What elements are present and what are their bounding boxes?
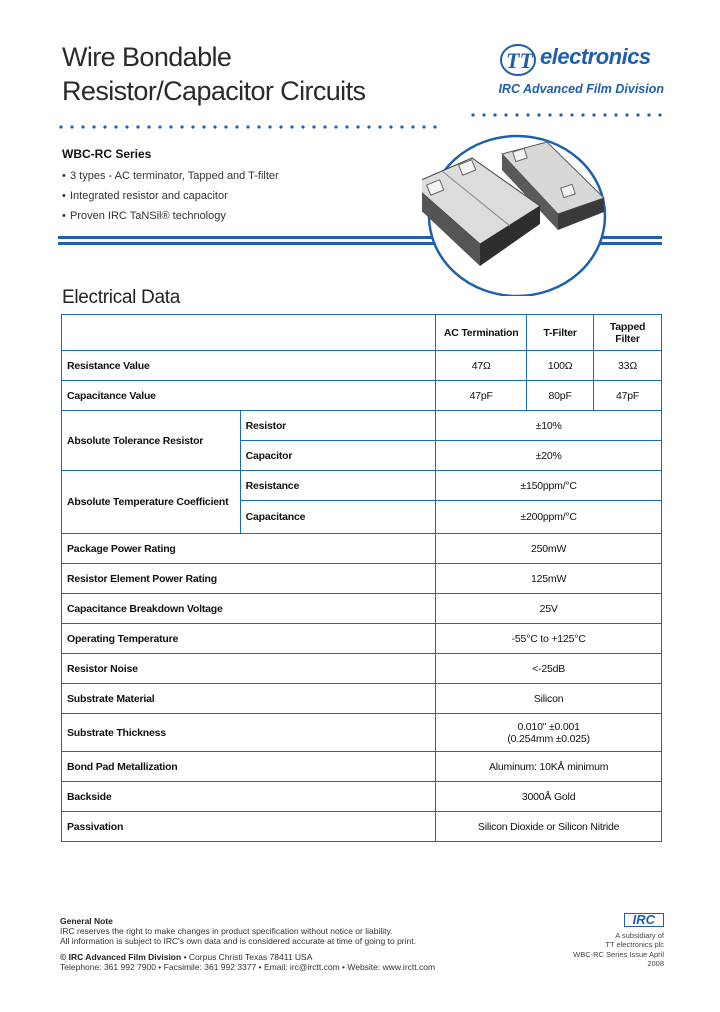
note-title: General Note (60, 916, 113, 926)
note-line: All information is subject to IRC's own data and is considered accurate at time of going to print. (60, 936, 416, 946)
table-row (62, 812, 662, 842)
table-row (62, 654, 662, 684)
cell-value: 250mW (436, 534, 662, 564)
table-row (62, 381, 662, 411)
tt-logo-icon (498, 40, 538, 80)
sub-label: Capacitance (240, 501, 436, 534)
cell-value: Aluminum: 10KÅ minimum (436, 752, 662, 782)
title-line-1: Wire Bondable (62, 42, 232, 72)
table-row (62, 594, 662, 624)
page-title (62, 40, 365, 108)
thickness-inches: 0.010" ±0.001 (517, 720, 580, 733)
sub-label: Resistor (240, 411, 436, 441)
division-name: IRC Advanced Film Division (498, 82, 664, 96)
row-label: Resistor Noise (62, 654, 436, 684)
sub-label: Resistance (240, 471, 436, 501)
dotted-divider (58, 123, 448, 131)
footer-right (560, 913, 664, 969)
thickness-mm: (0.254mm ±0.025) (507, 732, 590, 745)
row-label: Resistance Value (62, 351, 436, 381)
series-name: WBC-RC Series (62, 147, 152, 161)
row-label: Bond Pad Metallization (62, 752, 436, 782)
general-note (60, 916, 435, 972)
cell-value: 25V (436, 594, 662, 624)
cell-value: 80pF (527, 381, 594, 411)
column-header: Tapped Filter (594, 315, 662, 351)
note-line: IRC reserves the right to make changes in product specification without notice or liability. (60, 926, 393, 936)
table-row (62, 782, 662, 812)
table-header-row (62, 315, 662, 351)
dotted-divider-right (470, 111, 665, 119)
cell-value: 3000Å Gold (436, 782, 662, 812)
table-row (62, 714, 662, 752)
subsidiary-text: A subsidiary of (615, 930, 664, 940)
company-name: © IRC Advanced Film Division (60, 952, 182, 962)
title-line-2: Resistor/Capacitor Circuits (62, 76, 366, 106)
cell-value (436, 714, 662, 752)
table-row (62, 351, 662, 381)
cell-value: ±150ppm/°C (436, 471, 662, 501)
cell-value: ±20% (436, 441, 662, 471)
feature-item: • Proven IRC TaNSil® technology (62, 206, 279, 226)
table-row (62, 684, 662, 714)
row-label: Capacitance Breakdown Voltage (62, 594, 436, 624)
cell-value: 100Ω (527, 351, 594, 381)
table-row (62, 564, 662, 594)
cell-value: Silicon (436, 684, 662, 714)
issue-info: WBC-RC Series Issue April 2008 (573, 949, 664, 968)
column-header: T-Filter (527, 315, 594, 351)
cell-value: 47pF (594, 381, 662, 411)
chip-product-image (422, 126, 608, 296)
row-label: Operating Temperature (62, 624, 436, 654)
feature-list (62, 166, 279, 226)
feature-item: • 3 types - AC terminator, Tapped and T-filter (62, 166, 279, 186)
section-title: Electrical Data (62, 287, 180, 308)
column-header: AC Termination (436, 315, 527, 351)
sub-label: Capacitor (240, 441, 436, 471)
svg-text:TT: TT (506, 48, 533, 73)
table-row (62, 752, 662, 782)
cell-value: ±200ppm/°C (436, 501, 662, 534)
empty-header-cell (62, 315, 436, 351)
brand-name: electronics (540, 44, 651, 69)
row-label: Backside (62, 782, 436, 812)
row-label: Absolute Tolerance Resistor (62, 411, 241, 471)
contact-info: Telephone: 361 992 7900 • Facsimile: 361 992 3377 • Email: irc@irctt.com • Website: www.irctt.com (60, 962, 436, 972)
row-label: Absolute Temperature Coefficient (62, 471, 241, 534)
cell-value: <-25dB (436, 654, 662, 684)
row-label: Substrate Thickness (62, 714, 436, 752)
table-row (62, 534, 662, 564)
row-label: Passivation (62, 812, 436, 842)
cell-value: 47pF (436, 381, 527, 411)
parent-company: TT electronics plc (605, 940, 664, 949)
cell-value: -55°C to +125°C (436, 624, 662, 654)
feature-item: • Integrated resistor and capacitor (62, 186, 279, 206)
row-label: Capacitance Value (62, 381, 436, 411)
electrical-data-table (61, 314, 662, 842)
table-row (62, 624, 662, 654)
irc-logo: IRC (624, 913, 664, 927)
tt-electronics-logo (498, 38, 668, 100)
table-row (62, 411, 662, 441)
cell-value: 33Ω (594, 351, 662, 381)
cell-value: Silicon Dioxide or Silicon Nitride (436, 812, 662, 842)
cell-value: 125mW (436, 564, 662, 594)
row-label: Resistor Element Power Rating (62, 564, 436, 594)
row-label: Substrate Material (62, 684, 436, 714)
company-address: • Corpus Christi Texas 78411 USA (183, 952, 313, 962)
cell-value: ±10% (436, 411, 662, 441)
row-label: Package Power Rating (62, 534, 436, 564)
cell-value: 47Ω (436, 351, 527, 381)
table-row (62, 471, 662, 501)
